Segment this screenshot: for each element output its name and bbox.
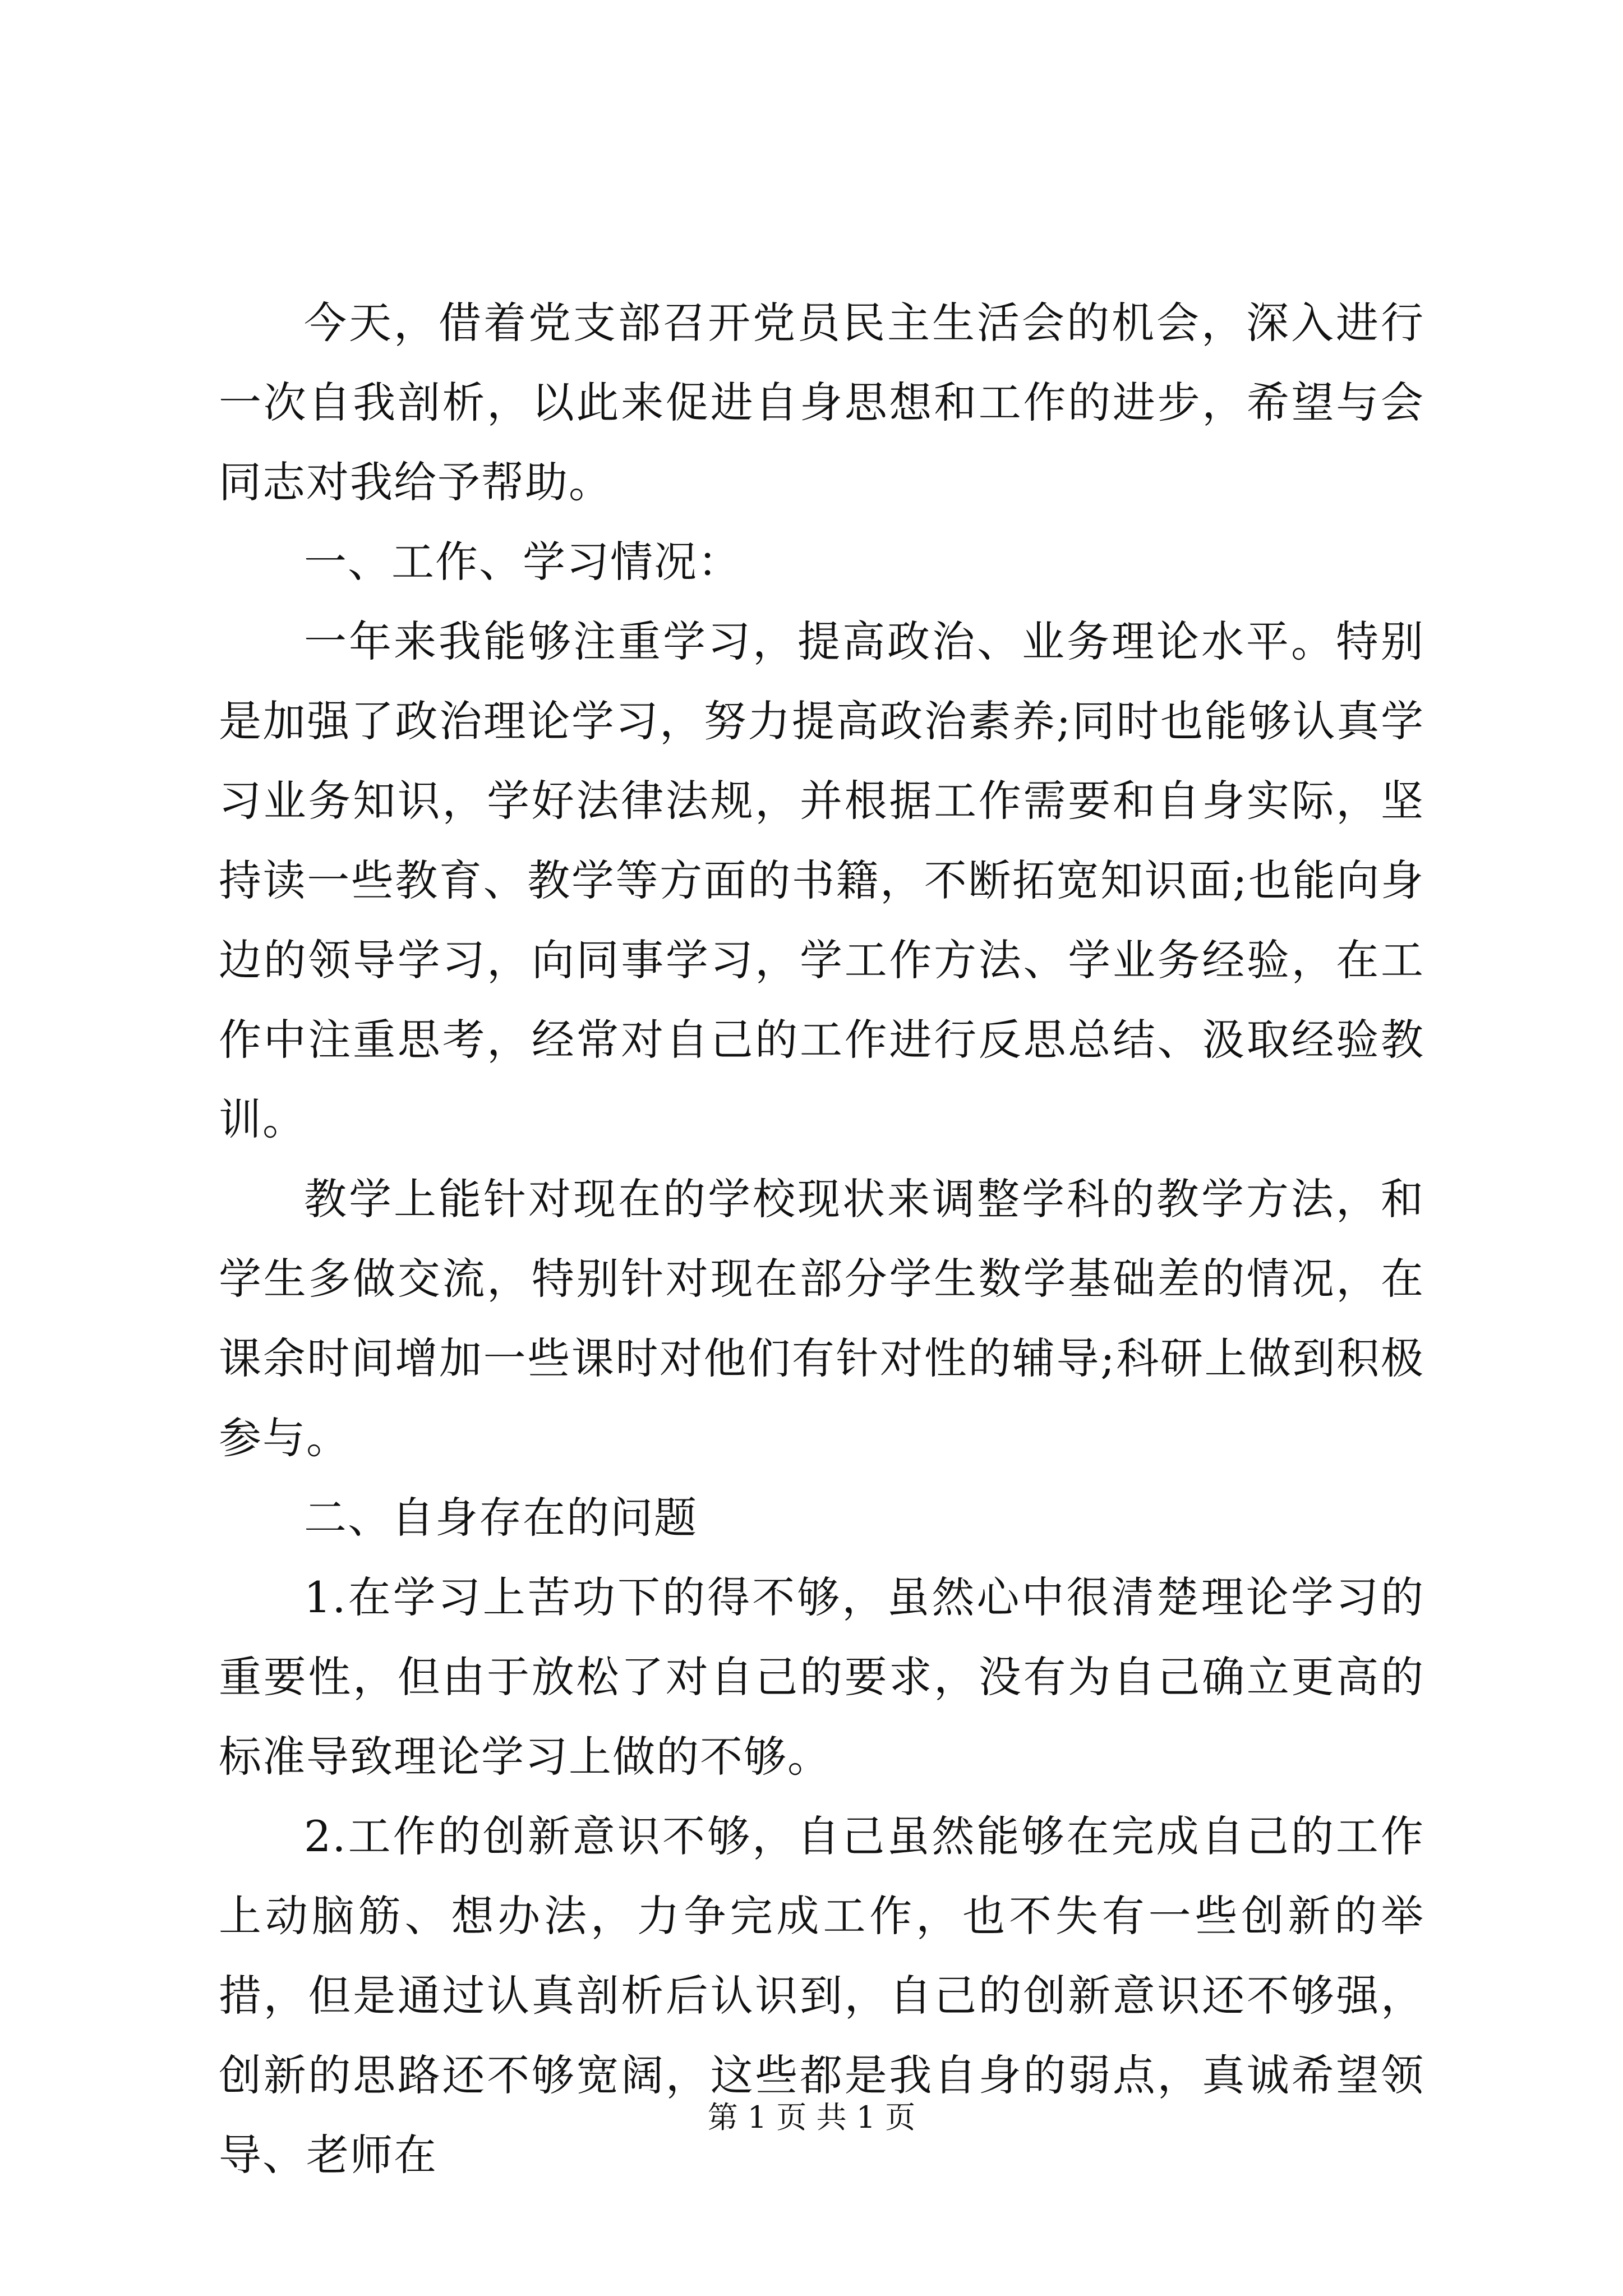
paragraph-teaching: 教学上能针对现在的学校现状来调整学科的教学方法，和学生多做交流，特别针对现在部分学生数学基础差的情况，在课余时间增加一些课时对他们有针对性的辅导;科研上做到积极参与。 [219,1174,1424,1463]
page-footer: 第 1 页 共 1 页 [707,2100,916,2135]
document-body [219,283,1424,2195]
paragraph-problem-2: 2.工作的创新意识不够，自己虽然能够在完成自己的工作上动脑筋、想办法，力争完成工作，也不失有一些创新的举措，但是通过认真剖析后认识到，自己的创新意识还不够强，创新的思路还不够宽阔，这些都是我自身的弱点，真诚希望领导、老师在 [219,1811,1424,2180]
paragraph-study: 一年来我能够注重学习，提高政治、业务理论水平。特别是加强了政治理论学习，努力提高政治素养;同时也能够认真学习业务知识，学好法律法规，并根据工作需要和自身实际，坚持读一些教育、教学等方面的书籍，不断拓宽知识面;也能向身边的领导学习，向同事学习，学工作方法、学业务经验，在工作中注重思考，经常对自己的工作进行反思总结、汲取经验教训。 [219,616,1424,1144]
paragraph-problem-1: 1.在学习上苦功下的得不够，虽然心中很清楚理论学习的重要性，但由于放松了对自己的要求，没有为自己确立更高的标准导致理论学习上做的不够。 [219,1572,1424,1782]
heading-work-study: 一、工作、学习情况： [304,537,741,587]
paragraph-intro: 今天，借着党支部召开党员民主生活会的机会，深入进行一次自我剖析，以此来促进自身思想和工作的进步，希望与会同志对我给予帮助。 [219,298,1424,507]
heading-problems: 二、自身存在的问题 [304,1493,698,1543]
